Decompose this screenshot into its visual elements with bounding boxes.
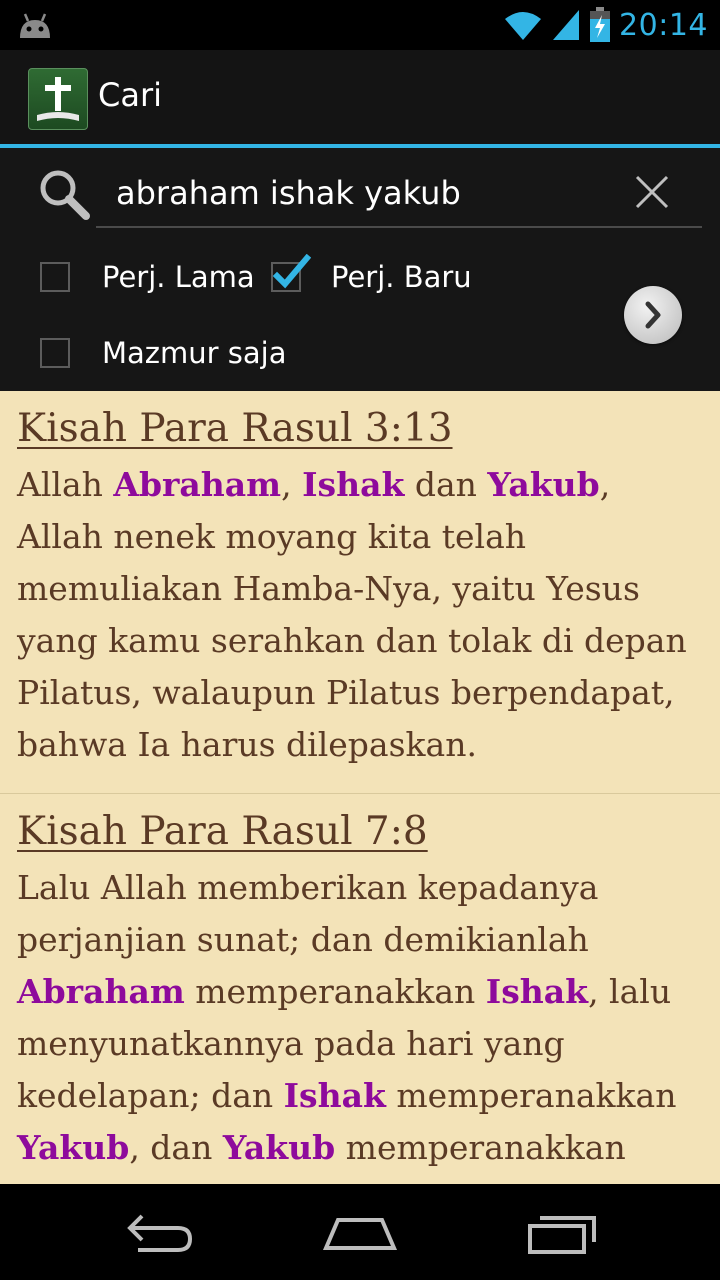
signal-icon [551,8,581,42]
option-new-testament[interactable] [271,252,472,302]
verse-segment: , [281,465,303,504]
verse-segment: , Allah nenek moyang kita telah memuliakan Hamba-Nya, yaitu Yesus yang kamu serahkan dan tolak di depan Pilatus, walaupun Pilatus berpendapat, bahwa Ia harus dilepaskan. [17,465,687,764]
verse-segment: memperanakkan [184,972,486,1011]
verse-segment: , lalu menyunatkannya pada hari yang kedelapan; dan [17,972,672,1115]
highlighted-term: Abraham [113,465,282,504]
psalms-only-label: Mazmur saja [102,336,287,370]
recent-apps-icon[interactable] [522,1208,602,1258]
option-psalms-only[interactable] [40,328,287,378]
checkmark-icon [271,254,311,292]
result-item[interactable] [0,794,720,1184]
verse-segment: Allah [17,465,114,504]
old-testament-checkbox[interactable] [40,262,70,292]
battery-charging-icon [589,7,611,43]
verse-segment: dan [404,465,488,504]
highlighted-term: Abraham [17,972,185,1011]
new-testament-checkbox[interactable] [271,262,301,292]
new-testament-label: Perj. Baru [331,260,472,294]
verse-segment: memperanakkan [335,1128,626,1167]
search-icon [36,166,92,222]
result-item[interactable] [0,391,720,794]
chevron-right-icon [624,286,682,344]
highlighted-term: Yakub [222,1128,336,1167]
back-icon[interactable] [120,1208,200,1258]
verse-segment: , dan [129,1128,223,1167]
search-panel [0,148,720,391]
verse-segment: Lalu Allah memberikan kepadanya perjanjian sunat; dan demikianlah [17,868,599,959]
psalms-only-checkbox[interactable] [40,338,70,368]
action-bar [0,50,720,148]
status-time: 20:14 [619,7,708,43]
verse-segment: memperanakkan [385,1076,677,1115]
cross-icon [29,69,87,129]
result-verse-text [17,862,702,1174]
highlighted-term: Ishak [283,1076,386,1115]
search-input[interactable] [96,162,702,228]
result-reference-link[interactable]: Kisah Para Rasul 3:13 [17,406,453,451]
android-icon [16,10,54,40]
clear-icon[interactable] [632,172,672,212]
highlighted-term: Ishak [302,465,405,504]
result-reference-link[interactable]: Kisah Para Rasul 7:8 [17,809,428,854]
highlighted-term: Yakub [17,1128,130,1167]
bible-app-icon[interactable] [28,68,88,130]
page-title: Cari [98,76,162,114]
wifi-icon [503,9,543,41]
status-bar [0,0,720,50]
highlighted-term: Yakub [487,465,600,504]
old-testament-label: Perj. Lama [102,260,255,294]
navigation-bar [0,1184,720,1280]
result-verse-text [17,459,702,771]
search-go-button[interactable] [624,286,682,344]
option-old-testament[interactable] [40,252,255,302]
search-results-list [0,391,720,1184]
search-query: abraham ishak yakub [116,174,461,212]
highlighted-term: Ishak [485,972,589,1011]
home-icon[interactable] [320,1208,400,1258]
